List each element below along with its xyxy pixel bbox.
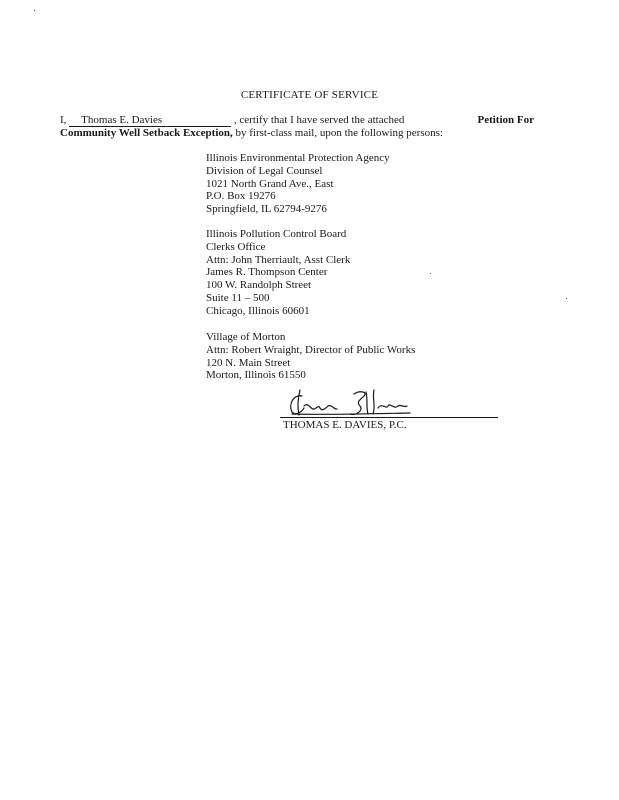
recipient-line: Morton, Illinois 61550 bbox=[206, 369, 306, 382]
scan-speck bbox=[566, 298, 567, 299]
petition-title-part1: Petition For bbox=[477, 114, 534, 126]
recipient-line: Attn: Robert Wraight, Director of Public Works bbox=[206, 343, 416, 356]
scan-speck bbox=[430, 273, 431, 274]
document-title: CERTIFICATE OF SERVICE bbox=[240, 89, 379, 101]
recipient-line: Illinois Environmental Protection Agency bbox=[206, 152, 390, 164]
statement-line-1 bbox=[60, 114, 534, 127]
recipient-village-of-morton bbox=[206, 331, 415, 382]
petition-title-part2: Community Well Setback Exception, bbox=[60, 127, 233, 139]
recipient-pollution-control-board bbox=[206, 228, 350, 318]
statement-line-2 bbox=[60, 127, 534, 140]
recipient-line: Attn: John Therriault, Asst Clerk bbox=[206, 253, 351, 266]
recipient-iepa bbox=[206, 152, 390, 216]
recipient-line: 120 N. Main Street bbox=[206, 356, 291, 369]
certifier-name: Thomas E. Davies bbox=[69, 114, 231, 127]
recipient-line: Chicago, Illinois 60601 bbox=[206, 304, 310, 317]
certification-statement bbox=[60, 114, 534, 140]
statement-line1-rest: , certify that I have served the attached bbox=[233, 114, 405, 126]
recipient-line: Suite 11 – 500 bbox=[206, 291, 270, 304]
scan-speck bbox=[34, 10, 35, 11]
recipient-line: P.O. Box 19276 bbox=[206, 190, 276, 203]
statement-prefix-group bbox=[60, 114, 404, 127]
recipient-line: 1021 North Grand Ave., East bbox=[206, 177, 334, 190]
recipient-line: Village of Morton bbox=[206, 331, 286, 343]
signature-line bbox=[280, 417, 498, 418]
statement-line2-rest: by first-class mail, upon the following persons: bbox=[232, 127, 443, 139]
recipient-line: Illinois Pollution Control Board bbox=[206, 228, 347, 240]
statement-prefix: I, bbox=[60, 114, 67, 126]
recipient-line: Division of Legal Counsel bbox=[206, 164, 323, 177]
recipient-line: James R. Thompson Center bbox=[206, 266, 328, 279]
recipient-line: Springfield, IL 62794-9276 bbox=[206, 203, 327, 216]
recipient-line: Clerks Office bbox=[206, 240, 266, 253]
recipient-line: 100 W. Randolph Street bbox=[206, 279, 312, 292]
handwritten-signature bbox=[280, 384, 500, 418]
signer-name: THOMAS E. DAVIES, P.C. bbox=[283, 419, 407, 431]
